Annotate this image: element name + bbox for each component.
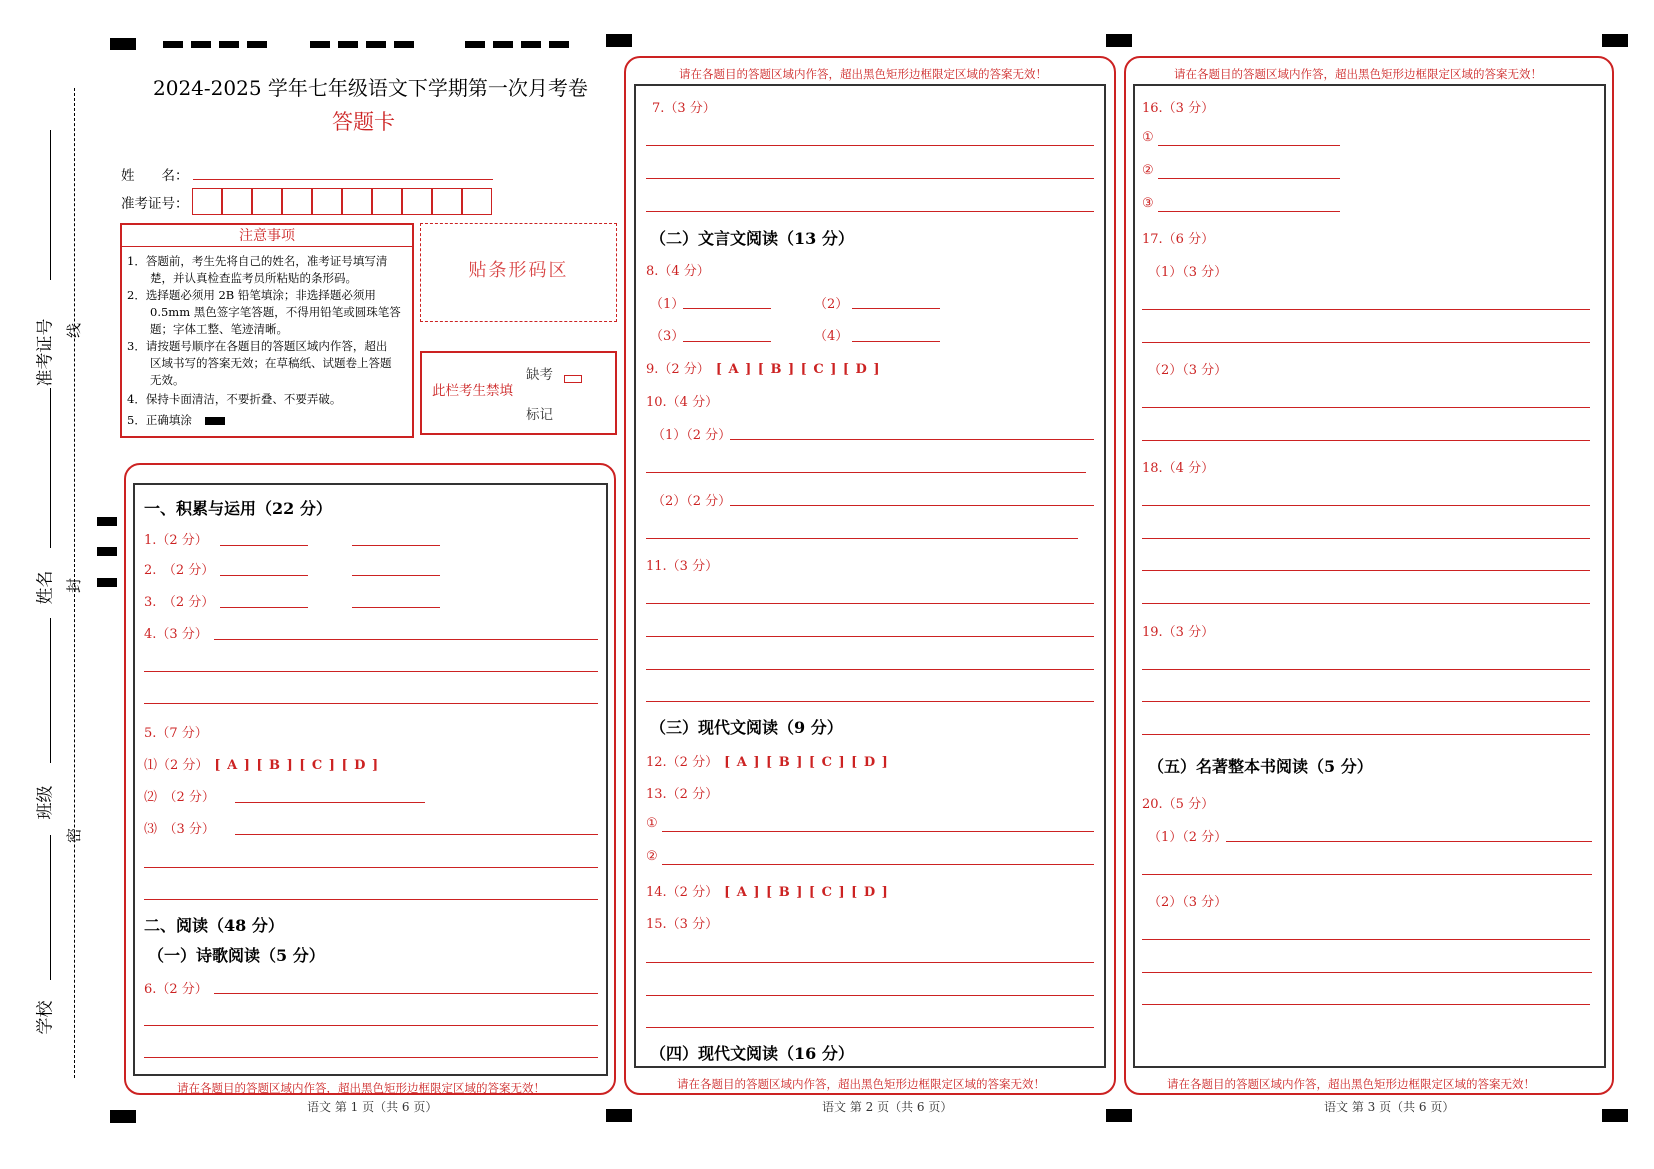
question-label: 17.（6 分） (1142, 232, 1215, 247)
notice-item: 楚，并认真检查监考员所粘贴的条形码。 (127, 271, 357, 285)
timing-mark (1106, 1109, 1132, 1122)
answer-line[interactable] (646, 145, 1094, 146)
absent-bubble[interactable] (564, 375, 582, 383)
sidebar-name-underline (50, 388, 51, 548)
sidebar-name-label: 姓名 (35, 570, 56, 605)
answer-line[interactable] (220, 545, 308, 546)
question-sub-label: （2）（3 分） (1148, 363, 1228, 378)
answer-line[interactable] (144, 899, 598, 900)
question-label: 16.（3 分） (1142, 101, 1215, 116)
notice-item: 5．正确填涂 (127, 413, 192, 427)
answer-line[interactable] (144, 1025, 598, 1026)
section-heading: 一、积累与运用（22 分） (144, 499, 332, 518)
answer-line[interactable] (730, 439, 1094, 440)
answer-line[interactable] (1142, 407, 1590, 408)
barcode-label: 贴条形码区 (468, 260, 569, 281)
answer-line[interactable] (852, 341, 940, 342)
question-sub-label: ② (646, 849, 658, 864)
notice-title: 注意事项 (122, 225, 412, 247)
question-sub-label: （1） (650, 297, 685, 312)
answer-line[interactable] (1142, 734, 1590, 735)
timing-mark (310, 41, 330, 48)
timing-mark (97, 547, 117, 556)
answer-line[interactable] (1142, 309, 1590, 310)
question-label (646, 358, 881, 377)
notice-item: 0.5mm 黑色签字笔答题，不得用铅笔或圆珠笔答 (127, 305, 401, 319)
question-label (144, 754, 379, 773)
answer-line[interactable] (1142, 874, 1592, 875)
sidebar-seal-char: 封 (65, 577, 84, 594)
absent-mark-text-2: 标记 (526, 407, 553, 423)
timing-mark (394, 41, 414, 48)
timing-mark (338, 41, 358, 48)
question-number: 9.（2 分） (646, 362, 710, 377)
id-cell[interactable] (222, 188, 252, 215)
answer-line[interactable] (646, 211, 1094, 212)
id-label: 准考证号： (121, 196, 189, 212)
notice-box (120, 223, 414, 438)
section-heading: （二）文言文阅读（13 分） (650, 229, 854, 248)
timing-mark (549, 41, 569, 48)
timing-mark (521, 41, 541, 48)
section-heading: （一）诗歌阅读（5 分） (148, 946, 325, 965)
question-label: 19.（3 分） (1142, 625, 1215, 640)
sidebar-school-underline (50, 835, 51, 980)
warning-text: 请在各题目的答题区域内作答，超出黑色矩形边框限定区域的答案无效！ (677, 1077, 1045, 1091)
question-label: 2. （2 分） (144, 563, 215, 578)
notice-item: 3．请按题号顺序在各题目的答题区域内作答，超出 (127, 339, 388, 353)
id-cell[interactable] (372, 188, 402, 215)
page-footer: 语文 第 2 页（共 6 页） (822, 1100, 953, 1114)
answer-line[interactable] (220, 607, 308, 608)
answer-line[interactable] (235, 834, 598, 835)
answer-line[interactable] (144, 671, 598, 672)
answer-line[interactable] (662, 831, 1094, 832)
question-label: 10.（4 分） (646, 395, 719, 410)
answer-line[interactable] (852, 308, 940, 309)
name-label: 姓 名： (121, 168, 189, 184)
choice-bubbles[interactable]: [ A ] [ B ] [ C ] [ D ] (715, 362, 881, 377)
question-sub-label: （1）（2 分） (1148, 830, 1228, 845)
id-cell[interactable] (432, 188, 462, 215)
answer-line[interactable] (646, 538, 1078, 539)
answer-line[interactable] (1226, 841, 1592, 842)
timing-mark (97, 578, 117, 587)
id-cell[interactable] (252, 188, 282, 215)
timing-mark (465, 41, 485, 48)
answer-line[interactable] (1142, 342, 1590, 343)
question-sub-label: ① (646, 816, 658, 831)
question-sub-label: （2）（3 分） (1148, 895, 1228, 910)
notice-item: 2．选择题必须用 2B 铅笔填涂；非选择题必须用 (127, 288, 376, 302)
question-label: 11.（3 分） (646, 559, 719, 574)
sidebar-id-underline (50, 130, 51, 280)
question-sub-label: （4） (814, 329, 849, 344)
answer-line[interactable] (646, 636, 1094, 637)
question-label: 1.（2 分） (144, 533, 208, 548)
answer-line[interactable] (1142, 505, 1590, 506)
warning-text: 请在各题目的答题区域内作答，超出黑色矩形边框限定区域的答案无效！ (1174, 67, 1542, 81)
answer-line[interactable] (144, 703, 598, 704)
answer-line[interactable] (1142, 538, 1590, 539)
answer-line[interactable] (646, 178, 1094, 179)
answer-line[interactable] (1142, 440, 1590, 441)
question-label: 13.（2 分） (646, 787, 719, 802)
section-heading: （四）现代文阅读（16 分） (650, 1044, 854, 1063)
choice-bubbles[interactable]: [ A ] [ B ] [ C ] [ D ] (724, 755, 889, 770)
section-heading: （五）名著整本书阅读（5 分） (1148, 757, 1373, 776)
sidebar-class-label: 班级 (35, 785, 56, 820)
absent-mark-text-1: 缺考 (526, 367, 553, 383)
answer-line[interactable] (646, 603, 1094, 604)
timing-mark (219, 41, 239, 48)
warning-text: 请在各题目的答题区域内作答，超出黑色矩形边框限定区域的答案无效！ (177, 1081, 545, 1095)
answer-line[interactable] (662, 864, 1094, 865)
answer-line[interactable] (235, 802, 425, 803)
section-heading: （三）现代文阅读（9 分） (650, 718, 843, 737)
sidebar-line-char: 线 (65, 322, 84, 339)
notice-item: 1．答题前，考生先将自己的姓名，准考证号填写清 (127, 254, 388, 268)
question-label: 7.（3 分） (652, 101, 716, 116)
answer-line[interactable] (1142, 1004, 1590, 1005)
question-label: 8.（4 分） (646, 264, 710, 279)
question-label: ⑶ （3 分） (144, 822, 215, 837)
timing-mark (493, 41, 513, 48)
filled-bubble-example (205, 417, 225, 425)
page-footer: 语文 第 1 页（共 6 页） (307, 1100, 438, 1114)
id-cell[interactable] (462, 188, 492, 215)
choice-bubbles[interactable]: [ A ] [ B ] [ C ] [ D ] (214, 758, 380, 773)
timing-mark (1602, 1109, 1628, 1122)
timing-mark (191, 41, 211, 48)
exam-title: 2024-2025 学年七年级语文下学期第一次月考卷 (153, 76, 588, 100)
timing-mark (606, 34, 632, 47)
id-cell[interactable] (192, 188, 222, 215)
question-sub-label: ① (1142, 130, 1154, 145)
question-number: 14.（2 分） (646, 885, 719, 900)
answer-line[interactable] (683, 308, 771, 309)
answer-sheet-subtitle: 答题卡 (332, 110, 395, 134)
answer-line[interactable] (144, 1057, 598, 1058)
question-label: 6.（2 分） (144, 982, 208, 997)
answer-line[interactable] (646, 701, 1094, 702)
question-number: 12.（2 分） (646, 755, 719, 770)
answer-line[interactable] (144, 867, 598, 868)
id-cell[interactable] (282, 188, 312, 215)
answer-line[interactable] (1142, 701, 1590, 702)
notice-item: 4．保持卡面清洁，不要折叠、不要弄破。 (127, 392, 342, 406)
notice-item: 无效。 (127, 373, 185, 387)
answer-line[interactable] (352, 575, 440, 576)
absent-label: 此栏考生禁填 (432, 383, 513, 399)
answer-line[interactable] (1142, 972, 1592, 973)
notice-item: 题；字体工整、笔迹清晰。 (127, 322, 288, 336)
question-label: 18.（4 分） (1142, 461, 1215, 476)
answer-line[interactable] (1158, 145, 1340, 146)
notice-item: 区域书写的答案无效；在草稿纸、试题卷上答题 (127, 356, 392, 370)
answer-line[interactable] (646, 669, 1094, 670)
timing-mark (163, 41, 183, 48)
question-sub-label: （3） (650, 329, 685, 344)
question-sub-label: （2） (814, 297, 849, 312)
sidebar-secret-char: 密 (65, 827, 84, 844)
answer-line[interactable] (1142, 603, 1590, 604)
timing-mark (247, 41, 267, 48)
page-footer: 语文 第 3 页（共 6 页） (1324, 1100, 1455, 1114)
question-sub-label: （1）（2 分） (652, 428, 732, 443)
question-sub-label: ⑴（2 分） (144, 758, 209, 773)
timing-mark (97, 517, 117, 526)
answer-line[interactable] (1158, 211, 1340, 212)
question-label: 20.（5 分） (1142, 797, 1215, 812)
id-cell[interactable] (312, 188, 342, 215)
question-label (646, 751, 889, 770)
warning-text: 请在各题目的答题区域内作答，超出黑色矩形边框限定区域的答案无效！ (679, 67, 1047, 81)
answer-line[interactable] (1142, 939, 1590, 940)
absent-mark-box (420, 351, 617, 435)
choice-bubbles[interactable]: [ A ] [ B ] [ C ] [ D ] (724, 885, 889, 900)
question-label: 4.（3 分） (144, 627, 208, 642)
answer-line[interactable] (352, 545, 440, 546)
answer-line[interactable] (352, 607, 440, 608)
sidebar-id-label: 准考证号 (35, 318, 56, 387)
answer-line[interactable] (683, 341, 771, 342)
name-field[interactable] (193, 179, 493, 180)
section-heading: 二、阅读（48 分） (144, 916, 284, 935)
answer-line[interactable] (1142, 669, 1590, 670)
answer-line[interactable] (646, 995, 1094, 996)
sidebar-class-underline (50, 618, 51, 763)
answer-line[interactable] (1142, 570, 1590, 571)
timing-mark (1106, 34, 1132, 47)
id-cell[interactable] (402, 188, 432, 215)
timing-mark (1602, 34, 1628, 47)
question-sub-label: （2）（2 分） (652, 494, 732, 509)
question-sub-label: ② (1142, 163, 1154, 178)
answer-line[interactable] (214, 993, 598, 994)
timing-mark (366, 41, 386, 48)
answer-line[interactable] (1158, 178, 1340, 179)
answer-line[interactable] (214, 639, 598, 640)
barcode-area (420, 223, 617, 322)
warning-text: 请在各题目的答题区域内作答，超出黑色矩形边框限定区域的答案无效！ (1167, 1077, 1535, 1091)
answer-line[interactable] (646, 472, 1086, 473)
question-sub-label: ③ (1142, 196, 1154, 211)
sidebar-school-label: 学校 (35, 1000, 56, 1035)
question-label: 5.（7 分） (144, 726, 208, 741)
question-label: 15.（3 分） (646, 917, 719, 932)
answer-line[interactable] (220, 575, 308, 576)
answer-line[interactable] (646, 962, 1094, 963)
answer-line[interactable] (730, 505, 1094, 506)
answer-line[interactable] (646, 1027, 1094, 1028)
question-sub-label: （1）（3 分） (1148, 265, 1228, 280)
question-label: 3. （2 分） (144, 595, 215, 610)
question-label: ⑵ （2 分） (144, 790, 215, 805)
timing-mark (606, 1109, 632, 1122)
question-label (646, 881, 889, 900)
id-cell[interactable] (342, 188, 372, 215)
timing-mark (110, 1110, 136, 1123)
timing-mark (110, 38, 136, 50)
